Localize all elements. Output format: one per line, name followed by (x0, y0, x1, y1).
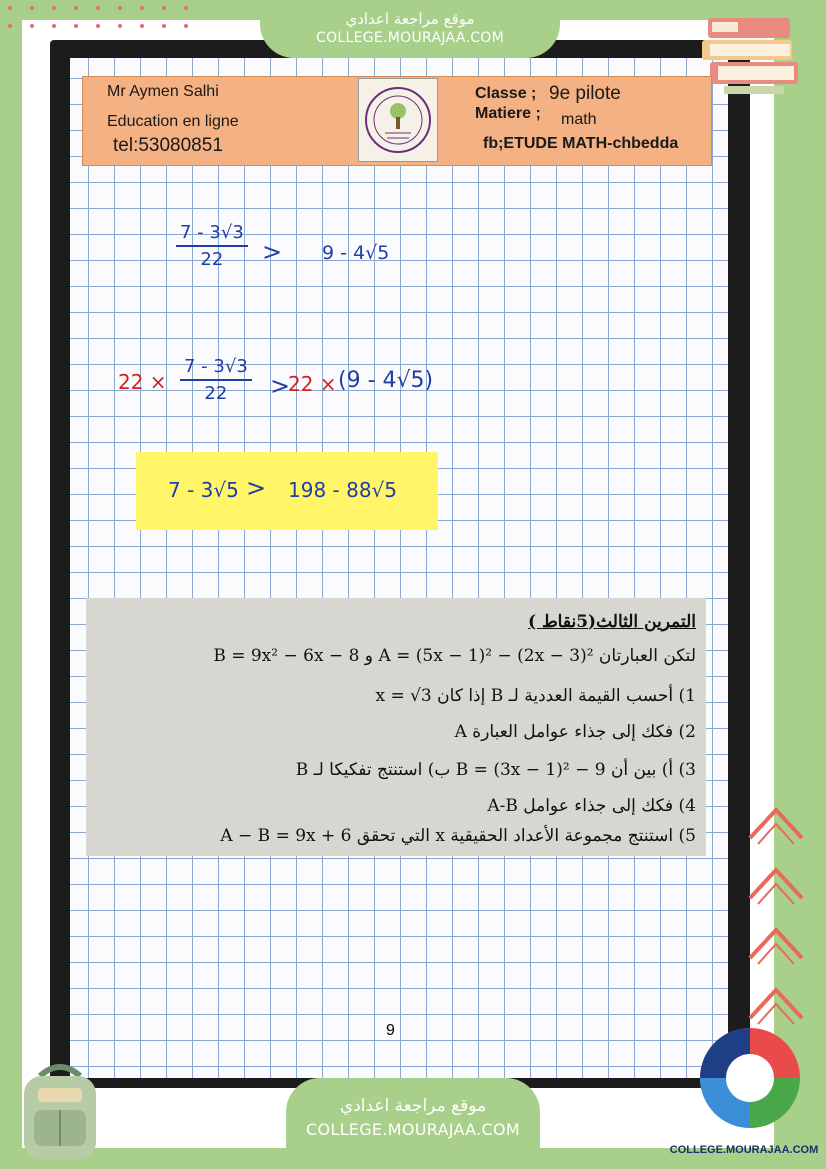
matiere-label: Matiere ; (475, 105, 541, 122)
fraction-line-2 (180, 356, 252, 404)
exercise-title: التمرين الثالث(5نقاط ) (527, 612, 696, 632)
school-seal-logo (358, 78, 438, 162)
books-icon (700, 14, 804, 96)
fraction-2-numerator: 7 - 3√3 (180, 356, 252, 381)
relation-1: > (262, 238, 283, 266)
rhs-2: (9 - 4√5) (338, 368, 434, 393)
fraction-2-denominator: 22 (204, 383, 228, 404)
site-logo-caption[interactable]: COLLEGE.MOURAJAA.COM (669, 1144, 819, 1156)
chevron-up-icon (746, 852, 806, 912)
exercise-question-4: 4) فكك إلى جذاء عوامل A-B (487, 796, 696, 816)
exercise-question-2: 2) فكك إلى جذاء عوامل العبارة A (454, 722, 696, 742)
grid-paper (70, 58, 728, 1078)
backpack-icon (10, 1058, 110, 1164)
page-number: 9 (386, 1022, 395, 1039)
classe-value: 9e pilote (549, 83, 621, 104)
top-banner-url[interactable]: COLLEGE.MOURAJAA.COM (316, 30, 504, 46)
result-rhs: 198 - 88√5 (288, 478, 398, 502)
telephone: tel:53080851 (113, 135, 223, 156)
exercise-question-5: 5) استنتج مجموعة الأعداد الحقيقية x التي تحقق A − B = 9x + 6 (220, 826, 696, 846)
exercise-question-1: 1) أحسب القيمة العددية لـ B إذا كان x = √3 (375, 686, 696, 706)
bottom-banner (286, 1078, 540, 1158)
exercise-question-3: 3) أ) بين أن B = (3x − 1)² − 9 ب) استنتج تفكيكا لـ B (295, 760, 696, 780)
bottom-banner-arabic: موقع مراجعة اعدادي (339, 1096, 487, 1116)
teacher-name: Mr Aymen Salhi (107, 83, 219, 100)
education-label: Education en ligne (107, 113, 239, 130)
facebook-page: fb;ETUDE MATH-chbedda (483, 135, 679, 152)
fraction-line-1 (176, 222, 248, 270)
fraction-1-denominator: 22 (200, 249, 224, 270)
matiere-value: math (561, 111, 597, 128)
education-wheel-icon (694, 1022, 806, 1134)
top-banner (260, 0, 560, 58)
chevron-up-icon (746, 792, 806, 852)
multiplier-lhs: 22 × (118, 370, 167, 394)
result-relation: > (246, 474, 267, 502)
rhs-1: 9 - 4√5 (322, 242, 390, 264)
classe-label: Classe ; (475, 85, 537, 102)
bottom-banner-url[interactable]: COLLEGE.MOURAJAA.COM (306, 1120, 520, 1139)
relation-2: > (270, 372, 291, 400)
top-banner-arabic: موقع مراجعة اعدادي (345, 10, 475, 28)
exercise-scan (86, 598, 706, 856)
fraction-1-numerator: 7 - 3√3 (176, 222, 248, 247)
chevron-up-icon (746, 912, 806, 972)
multiplier-rhs: 22 × (288, 372, 337, 396)
exercise-intro: لتكن العبارتان A = (5x − 1)² − (2x − 3)² و B = 9x² − 6x − 8 (213, 646, 696, 666)
result-lhs: 7 - 3√5 (168, 478, 239, 502)
